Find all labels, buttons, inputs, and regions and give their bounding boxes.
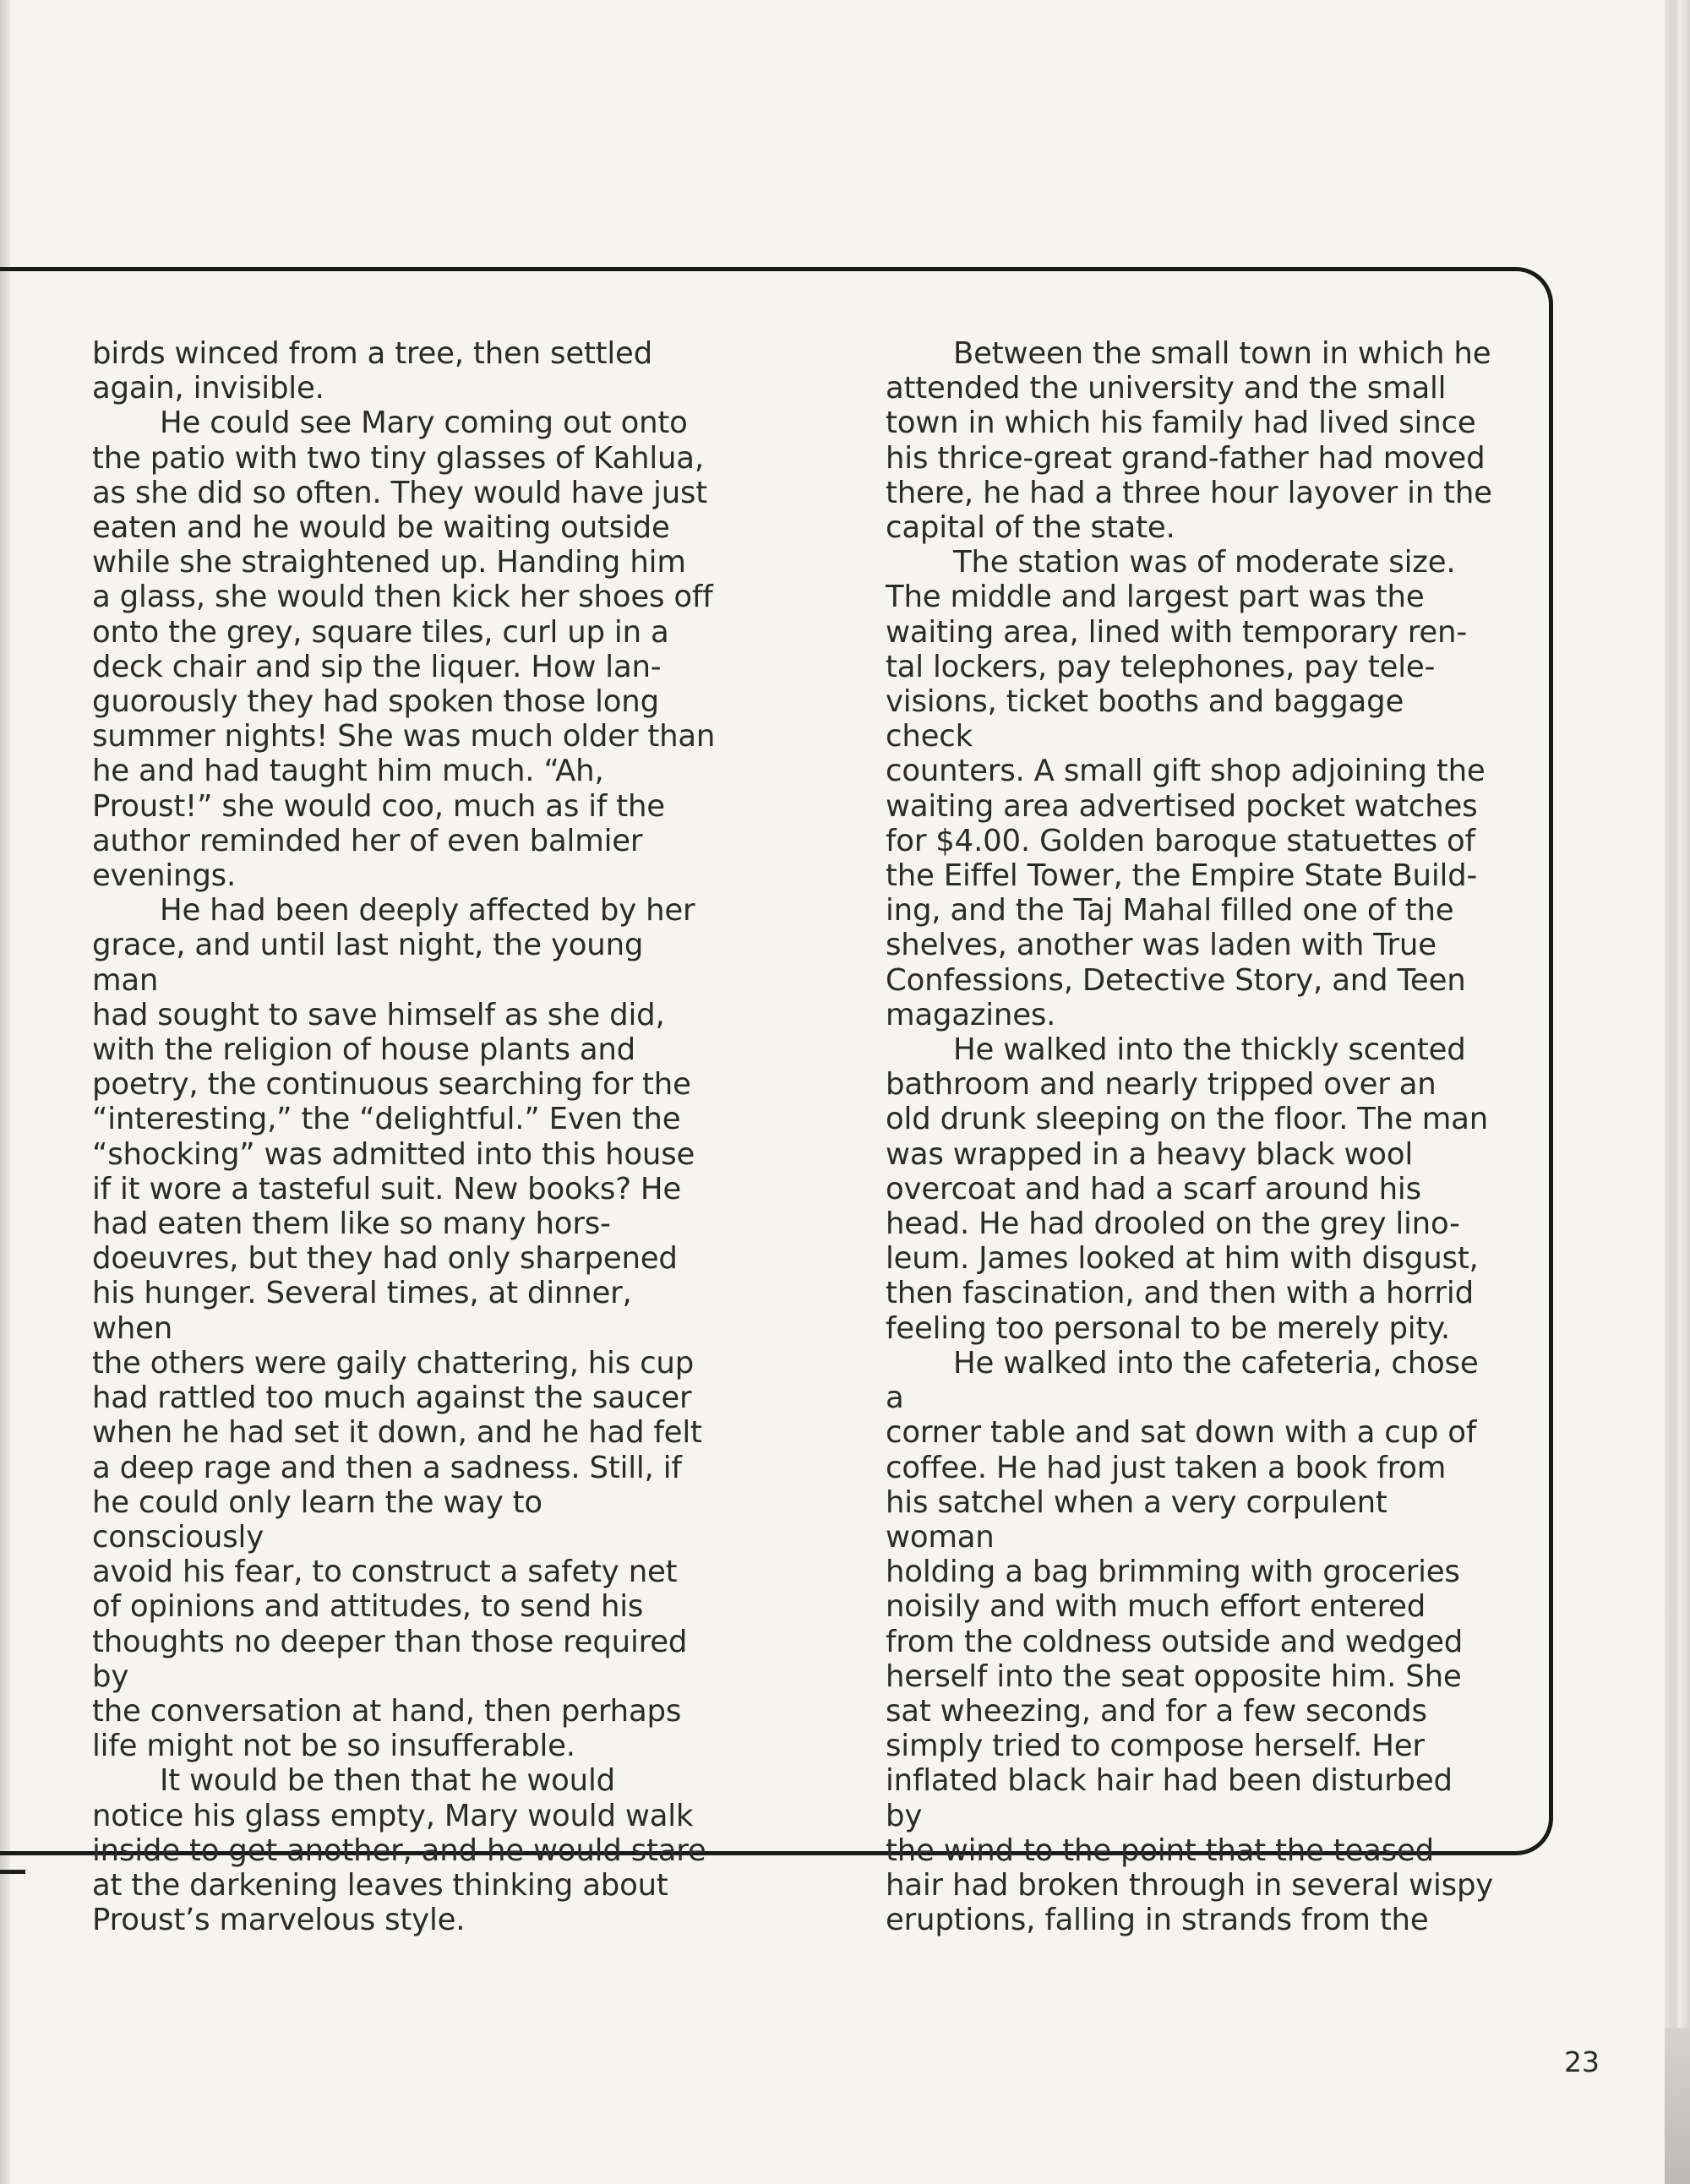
right-column (886, 336, 1494, 1937)
left-column (92, 336, 717, 1937)
binding-mark-bottom (0, 1870, 25, 1874)
paragraph: It would be then that he would notice his glass empty, Mary would walk inside to get another, and he would stare at the darkening leaves thinking about Proust’s marvelous style. (92, 1763, 706, 1938)
page-edge (1665, 0, 1690, 2184)
paragraph: He had been deeply affected by her grace, and until last night, the young man had sought to save himself as she did, with the religion of house plants and poetry, the continuous searching for the “interesting,” the “delightful.” Even the “shocking” was admitted into this house if it wore a tasteful suit. New books? He had eaten them like so many hors- doeuvres, but they had only sharpened his hunger. Several times, at dinner, when the others were gaily chattering, his cup had rattled too much against the saucer when he had set it down, and he had felt a deep rage and then a sadness. Still, if he could only learn the way to consciously avoid his fear, to construct a safety net of opinions and attitudes, to send his thoughts no deeper than those required by the conversation at hand, then perhaps life might not be so insufferable. (92, 893, 702, 1764)
paragraph: The station was of moderate size. The middle and largest part was the waiting area, lined with temporary ren- tal lockers, pay telephones, pay tele- visions, ticket booths and baggage check counters. A small gift shop adjoining the waiting area advertised pocket watches for $4.00. Golden baroque statuettes of the Eiffel Tower, the Empire State Build- ing, and the Taj Mahal filled one of the shelves, another was laden with True Confessions, Detective Story, and Teen magazines. (886, 545, 1486, 1032)
paragraph: Between the small town in which he attended the university and the small town in which his family had lived since his thrice-great grand-father had moved there, he had a three hour layover in the capital of the state. (886, 336, 1492, 546)
paragraph: He walked into the thickly scented bathroom and nearly tripped over an old drunk sleeping on the floor. The man was wrapped in a heavy black wool overcoat and had a scarf around his head. He had drooled on the grey lino- leum. James looked at him with disgust, then fascination, and then with a horrid feeling too personal to be merely pity. (886, 1032, 1489, 1346)
page-number: 23 (1564, 2045, 1600, 2078)
paragraph: He could see Mary coming out onto the patio with two tiny glasses of Kahlua, as she did so often. They would have just eaten and he would be waiting outside while she straightened up. Handing him a glass, she would then kick her shoes off onto the grey, square tiles, curl up in a deck chair and sip the liquer. How lan- guorously they had spoken those long summer nights! She was much older than he and had taught him much. “Ah, Proust!” she would coo, much as if the author reminded her of even balmier evenings. (92, 406, 716, 894)
paragraph: He walked into the cafeteria, chose a corner table and sat down with a cup of coffee. He had just taken a book from his satchel when a very corpulent woman holding a bag brimming with groceries noisily and with much effort entered from the coldness outside and wedged herself into the seat opposite him. She sat wheezing, and for a few seconds simply tried to compose herself. Her inflated black hair had been disturbed by the wind to the point that the teased hair had broken through in several wispy eruptions, falling in strands from the (886, 1345, 1494, 1938)
paragraph: birds winced from a tree, then settled again, invisible. (92, 336, 653, 406)
page-edge-shadow (1665, 2028, 1690, 2184)
